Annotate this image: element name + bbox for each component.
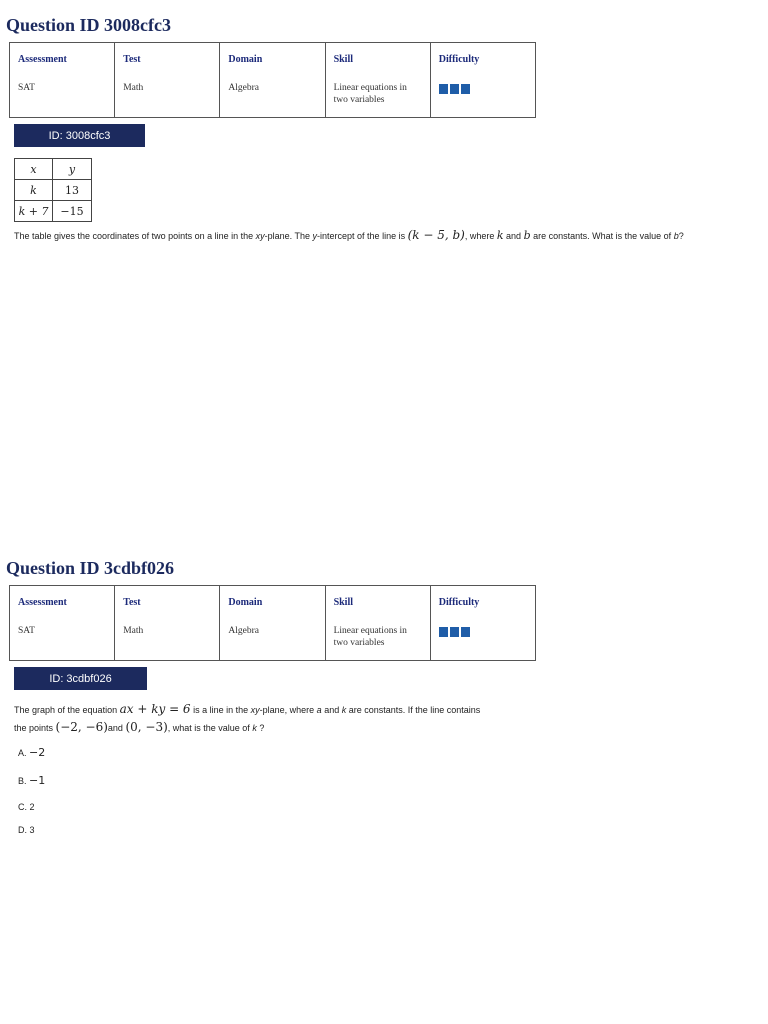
meta-label: Skill: [333, 54, 354, 65]
meta-cell-domain: [220, 43, 325, 118]
stem-math: k: [496, 229, 504, 242]
stem-text: k: [252, 723, 257, 733]
table-cell: −15: [53, 201, 92, 222]
stem-text: is a line in the: [190, 705, 251, 715]
choice-value: 3: [29, 825, 35, 835]
stem-text: and: [503, 231, 524, 241]
table-cell: k: [15, 180, 53, 201]
stem-text: -plane. The: [264, 231, 313, 241]
choice-letter: C.: [18, 802, 27, 812]
meta-cell-assessment: [10, 43, 115, 118]
meta-label: Assessment: [18, 54, 67, 65]
stem-math: (−2, −6): [55, 720, 108, 734]
meta-value: SAT: [18, 83, 35, 93]
table-header-cell: y: [53, 159, 92, 180]
difficulty-indicator: [439, 627, 527, 637]
meta-label: Difficulty: [438, 54, 480, 65]
meta-cell-skill: [325, 586, 430, 661]
meta-label: Skill: [333, 597, 354, 608]
question-title: Question ID 3cdbf026: [6, 558, 175, 578]
table-cell: k + 7: [15, 201, 53, 222]
stem-text: y: [312, 231, 318, 241]
stem-text: The table gives the coordinates of two points on a line in the: [14, 231, 256, 241]
stem-text: the points: [14, 723, 56, 733]
table-cell: 13: [53, 180, 92, 201]
answer-choice-b[interactable]: [18, 774, 45, 787]
difficulty-bar: [461, 84, 470, 94]
question-id-badge: ID: 3cdbf026: [14, 667, 147, 690]
meta-cell-test: [115, 43, 220, 118]
stem-text: and: [107, 723, 126, 733]
meta-value: Linear equations in two variables: [333, 626, 407, 648]
choice-letter: B.: [18, 776, 27, 786]
difficulty-bar: [439, 627, 448, 637]
answer-choice-a[interactable]: [18, 746, 45, 759]
meta-value: SAT: [18, 626, 35, 636]
meta-value: Math: [123, 83, 144, 93]
difficulty-bar: [461, 627, 470, 637]
difficulty-bar: [450, 627, 459, 637]
stem-text: , what is the value of: [167, 723, 253, 733]
answer-choice-c[interactable]: [18, 802, 35, 812]
choice-value: −2: [29, 746, 46, 759]
answer-choice-d[interactable]: [18, 825, 35, 835]
stem-text: xy: [250, 705, 260, 715]
stem-text: k: [341, 705, 347, 715]
meta-label: Domain: [228, 54, 263, 65]
difficulty-bar: [439, 84, 448, 94]
stem-text: are constants. What is the value of: [530, 231, 674, 241]
stem-math: (0, −3): [125, 720, 168, 734]
difficulty-indicator: [439, 84, 527, 94]
stem-text: and: [321, 705, 342, 715]
meta-cell-domain: [220, 586, 325, 661]
stem-text: ?: [678, 231, 684, 241]
stem-text: b: [673, 231, 679, 241]
meta-value: Algebra: [228, 83, 259, 93]
difficulty-bar: [450, 84, 459, 94]
stem-text: -intercept of the line is: [317, 231, 408, 241]
stem-text: a: [316, 705, 322, 715]
stem-math: (k − 5, b): [407, 228, 465, 242]
question-stem: [14, 228, 684, 242]
meta-cell-difficulty: [430, 43, 535, 118]
stem-math: b: [523, 229, 531, 242]
meta-cell-assessment: [10, 586, 115, 661]
stem-text: -plane, where: [259, 705, 317, 715]
meta-label: Assessment: [18, 597, 67, 608]
question-title: Question ID 3008cfc3: [6, 15, 171, 35]
stem-text: ?: [256, 723, 265, 733]
meta-label: Test: [123, 597, 141, 608]
meta-cell-test: [115, 586, 220, 661]
table-header-cell: x: [15, 159, 53, 180]
stem-text: are constants. If the line contains: [346, 705, 481, 715]
question-stem-line-1: [14, 702, 480, 716]
meta-label: Domain: [228, 597, 263, 608]
stem-math: ax + ky = 6: [119, 702, 191, 716]
question-stem-line-2: [14, 720, 264, 734]
choice-value: 2: [29, 802, 35, 812]
stem-text: , where: [464, 231, 497, 241]
meta-cell-difficulty: [430, 586, 535, 661]
stem-text: xy: [255, 231, 265, 241]
stem-text: The graph of the equation: [14, 705, 120, 715]
meta-value: Linear equations in two variables: [333, 83, 407, 105]
meta-label: Test: [123, 54, 141, 65]
coordinate-table: [14, 158, 92, 222]
meta-cell-skill: [325, 43, 430, 118]
question-meta-table: [9, 585, 536, 661]
choice-letter: D.: [18, 825, 27, 835]
meta-value: Math: [123, 626, 144, 636]
meta-label: Difficulty: [438, 597, 480, 608]
question-meta-table: [9, 42, 536, 118]
meta-value: Algebra: [228, 626, 259, 636]
choice-letter: A.: [18, 748, 27, 758]
question-id-badge: ID: 3008cfc3: [14, 124, 145, 147]
choice-value: −1: [29, 774, 46, 787]
